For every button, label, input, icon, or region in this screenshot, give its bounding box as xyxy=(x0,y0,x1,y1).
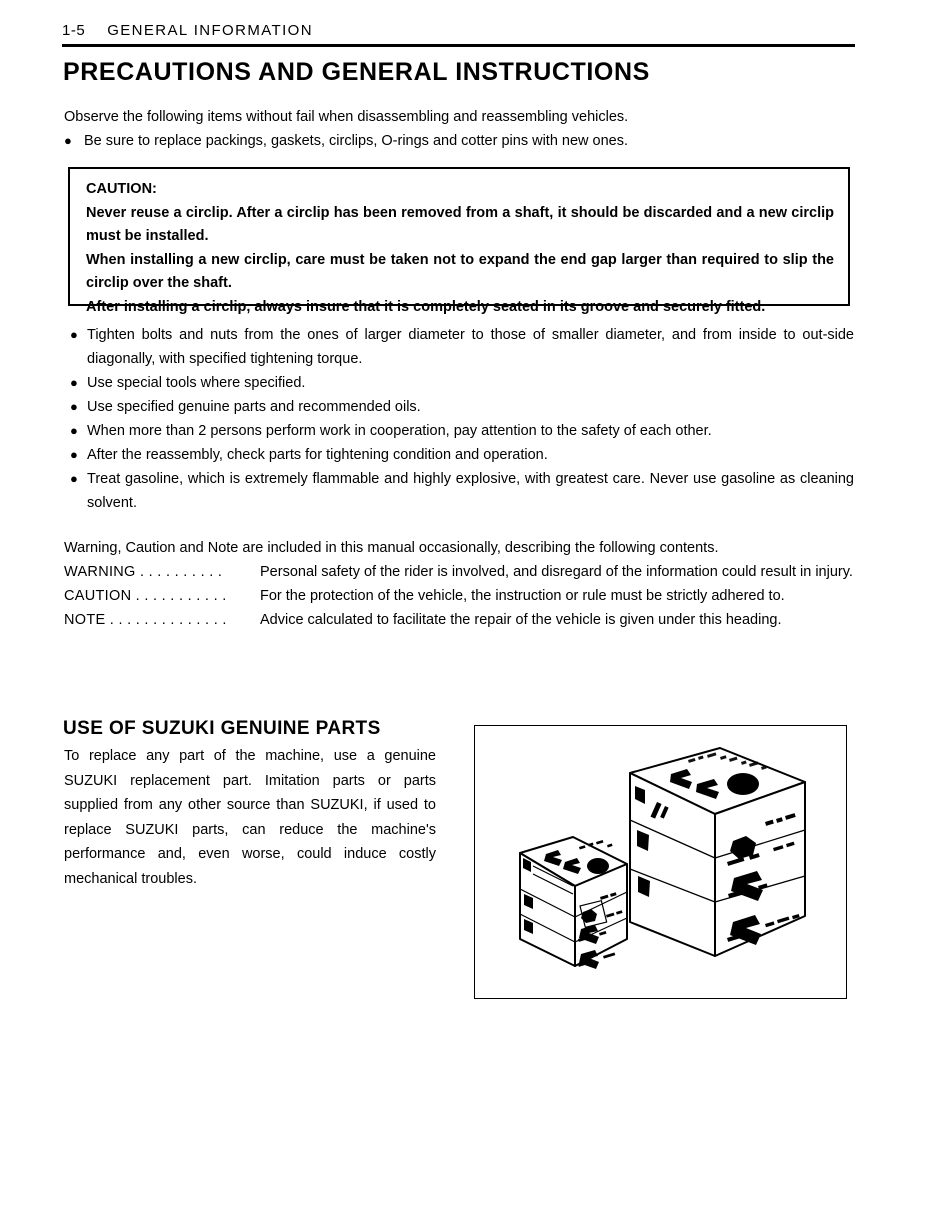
page-header xyxy=(62,22,855,46)
list-item xyxy=(64,467,854,515)
list-item xyxy=(64,371,854,395)
intro-bullet-text: Be sure to replace packings, gaskets, circlips, O-rings and cotter pins with new ones. xyxy=(84,133,629,149)
intro-line: Observe the following items without fail when disassembling and reassembling vehicles. xyxy=(64,109,629,125)
header-line xyxy=(62,22,855,39)
list-item-text: After the reassembly, check parts for tightening condition and operation. xyxy=(87,447,548,463)
definition-caution xyxy=(64,584,854,608)
definition-term: CAUTION . . . . . . . . . . . xyxy=(64,588,227,604)
bullet-dot-icon: ● xyxy=(70,423,78,438)
intro-bullet-item xyxy=(64,129,854,153)
chapter-title: GENERAL INFORMATION xyxy=(107,22,313,39)
bullet-dot-icon: ● xyxy=(70,375,78,390)
parts-carton-illustration xyxy=(475,726,845,997)
caution-paragraph-3: After installing a circlip, always insure that it is completely seated in its groove and securely fitted. xyxy=(86,298,766,315)
page-number: 1-5 xyxy=(62,22,86,39)
list-item-text: Treat gasoline, which is extremely flammable and highly explosive, with greatest care. Never use gasoline as cleaning solvent. xyxy=(87,471,854,511)
section-title: PRECAUTIONS AND GENERAL INSTRUCTIONS xyxy=(63,58,650,86)
definition-note xyxy=(64,608,854,632)
definition-description: Advice calculated to facilitate the repair of the vehicle is given under this heading. xyxy=(260,612,782,628)
bullet-dot-icon: ● xyxy=(64,133,72,148)
bullet-dot-icon: ● xyxy=(70,327,78,342)
definition-term: NOTE . . . . . . . . . . . . . . xyxy=(64,612,227,628)
caution-label: CAUTION: xyxy=(86,181,157,197)
precautions-list xyxy=(64,323,854,515)
bullet-dot-icon: ● xyxy=(70,399,78,414)
caution-paragraph-2: When installing a new circlip, care must be taken not to expand the end gap larger than required to slip the circlip over the shaft. xyxy=(86,251,834,291)
definition-warning xyxy=(64,560,854,584)
caution-paragraph-1: Never reuse a circlip. After a circlip has been removed from a shaft, it should be discarded and a new circlip must be installed. xyxy=(86,204,834,244)
genuine-parts-body xyxy=(64,744,436,891)
list-item-text: Tighten bolts and nuts from the ones of larger diameter to those of smaller diameter, and from inside to out-side diagonally, with specified tightening torque. xyxy=(87,327,854,367)
intro-block xyxy=(64,105,854,153)
caution-box xyxy=(68,167,850,315)
genuine-parts-heading: USE OF SUZUKI GENUINE PARTS xyxy=(63,718,381,739)
list-item-text: Use specified genuine parts and recommended oils. xyxy=(87,399,421,415)
genuine-parts-figure xyxy=(474,725,847,999)
list-item-text: Use special tools where specified. xyxy=(87,375,306,391)
list-item xyxy=(64,323,854,371)
genuine-parts-paragraph: To replace any part of the machine, use a genuine SUZUKI replacement part. Imitation parts or parts supplied from any other source than SUZUKI, if used to replace SUZUKI parts, can reduce the machine's performance and, even worse, could induce costly mechanical troubles. xyxy=(64,748,436,887)
header-rule xyxy=(62,44,855,47)
bullet-dot-icon: ● xyxy=(70,471,78,486)
list-item xyxy=(64,419,854,443)
list-item xyxy=(64,395,854,419)
bullet-dot-icon: ● xyxy=(70,447,78,462)
definition-term: WARNING . . . . . . . . . . xyxy=(64,564,223,580)
caution-box-content xyxy=(70,169,848,319)
definition-description: Personal safety of the rider is involved, and disregard of the information could result in injury. xyxy=(260,564,853,580)
definitions-block xyxy=(64,536,854,632)
list-item xyxy=(64,443,854,467)
definitions-lead: Warning, Caution and Note are included in this manual occasionally, describing the following contents. xyxy=(64,540,719,556)
list-item-text: When more than 2 persons perform work in cooperation, pay attention to the safety of each other. xyxy=(87,423,712,439)
definition-description: For the protection of the vehicle, the instruction or rule must be strictly adhered to. xyxy=(260,588,785,604)
